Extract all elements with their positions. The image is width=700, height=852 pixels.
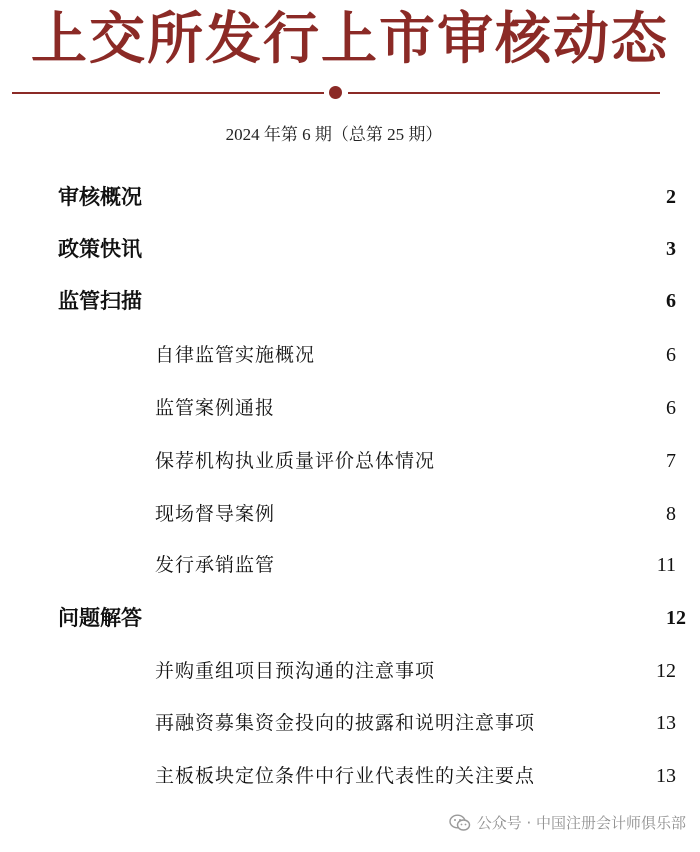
toc-entry-review-overview[interactable] (0, 182, 700, 216)
watermark (449, 812, 686, 833)
toc-entry-label: 现场督导案例 (155, 503, 276, 525)
toc-entry-page: 11 (656, 554, 676, 576)
toc-entry-qa[interactable] (0, 603, 700, 637)
toc-entry-label: 自律监管实施概况 (155, 344, 316, 366)
toc-entry-label: 监管扫描 (58, 289, 142, 313)
toc-entry-underwriting[interactable] (0, 550, 700, 584)
toc-entry-label: 主板板块定位条件中行业代表性的关注要点 (155, 765, 536, 787)
watermark-text: 公众号 · 中国注册会计师俱乐部 (476, 814, 686, 832)
toc-entry-policy-news[interactable] (0, 234, 700, 268)
title-divider-left (12, 92, 324, 94)
toc-entry-mainboard-positioning[interactable] (0, 761, 700, 795)
title-divider-right (348, 92, 660, 94)
toc-entry-self-regulation[interactable] (0, 340, 700, 374)
toc-entry-label: 并购重组项目预沟通的注意事项 (155, 660, 436, 682)
toc-entry-page: 13 (656, 765, 676, 787)
toc-entry-page: 6 (666, 344, 676, 366)
toc-entry-label: 保荐机构执业质量评价总体情况 (155, 450, 436, 472)
issue-number: 2024 年第 6 期（总第 25 期） (225, 125, 443, 144)
toc-entry-label: 监管案例通报 (155, 397, 276, 419)
toc-entry-label: 发行承销监管 (155, 554, 276, 576)
toc-entry-page: 3 (666, 238, 676, 260)
toc-entry-regulatory-scan[interactable] (0, 286, 700, 320)
toc-entry-sponsor-quality[interactable] (0, 446, 700, 480)
toc-entry-page: 12 (666, 607, 686, 629)
toc-entry-case-notices[interactable] (0, 393, 700, 427)
title-divider-dot (329, 86, 342, 99)
page-title: 上交所发行上市审核动态 (31, 6, 669, 72)
toc-entry-refinancing-disclosure[interactable] (0, 708, 700, 742)
wechat-icon (449, 814, 471, 832)
toc-entry-page: 12 (656, 660, 676, 682)
toc-entry-page: 6 (666, 290, 676, 312)
toc-entry-onsite-supervision[interactable] (0, 499, 700, 533)
toc-entry-label: 审核概况 (58, 185, 142, 209)
toc-entry-page: 8 (666, 503, 676, 525)
toc-entry-page: 13 (656, 712, 676, 734)
toc-entry-page: 2 (666, 186, 676, 208)
toc-entry-merger-precommunication[interactable] (0, 656, 700, 690)
toc-entry-label: 政策快讯 (58, 237, 142, 261)
toc-entry-label: 再融资募集资金投向的披露和说明注意事项 (155, 712, 536, 734)
toc-entry-label: 问题解答 (58, 606, 142, 630)
toc-entry-page: 7 (666, 450, 676, 472)
toc-entry-page: 6 (666, 397, 676, 419)
